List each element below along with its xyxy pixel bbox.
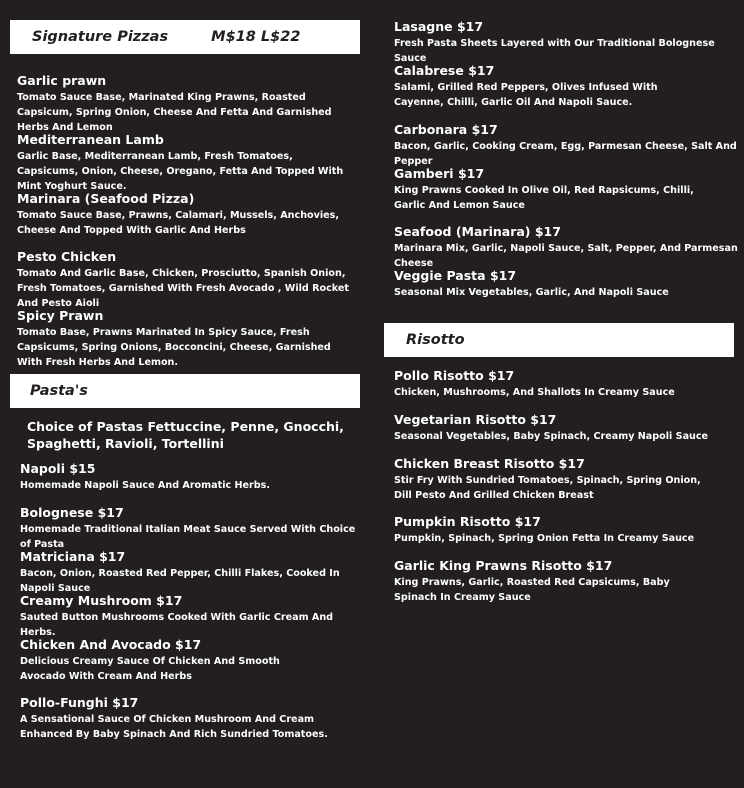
menu-item [394, 456, 709, 503]
menu-item [20, 593, 360, 640]
item-title: Pollo Risotto $17 [394, 368, 515, 383]
item-description: King Prawns, Garlic, Roasted Red Capsicums, Baby Spinach In Creamy Sauce [394, 577, 670, 603]
item-description: Tomato Base, Prawns Marinated In Spicy Sauce, Fresh Capsicums, Spring Onions, Bocconcini, Cheese, Garnished With Fresh Herbs And Lemon. [17, 327, 331, 368]
item-title: Pesto Chicken [17, 249, 117, 264]
item-title: Garlic King Prawns Risotto $17 [394, 558, 613, 573]
item-description: Seasonal Mix Vegetables, Garlic, And Napoli Sauce [394, 287, 669, 298]
menu-item [394, 558, 694, 605]
item-description: Seasonal Vegetables, Baby Spinach, Creamy Napoli Sauce [394, 431, 709, 442]
item-description: Chicken, Mushrooms, And Shallots In Creamy Sauce [394, 387, 675, 398]
item-description: Garlic Base, Mediterranean Lamb, Fresh Tomatoes, Capsicums, Onion, Cheese, Oregano, Fetta And Topped With Mint Yoghurt Sauce. [17, 151, 344, 192]
item-title: Chicken And Avocado $17 [20, 637, 202, 652]
item-description: Fresh Pasta Sheets Layered with Our Traditional Bolognese Sauce [394, 38, 715, 64]
item-description: A Sensational Sauce Of Chicken Mushroom And Cream Enhanced By Baby Spinach And Rich Sundried Tomatoes. [20, 714, 328, 740]
item-title: Veggie Pasta $17 [394, 268, 517, 283]
item-title: Lasagne $17 [394, 19, 484, 34]
menu-item [17, 132, 357, 194]
item-description: Pumpkin, Spinach, Spring Onion Fetta In Creamy Sauce [394, 533, 695, 544]
item-description: Tomato Sauce Base, Marinated King Prawns, Roasted Capsicum, Spring Onion, Cheese And Fetta And Garnished Herbs And Lemon [17, 92, 332, 133]
item-title: Marinara (Seafood Pizza) [17, 191, 195, 206]
menu-item [394, 268, 734, 300]
item-description: Salami, Grilled Red Peppers, Olives Infused With Cayenne, Chilli, Garlic Oil And Napoli Sauce. [394, 82, 658, 108]
item-description: Stir Fry With Sundried Tomatoes, Spinach, Spring Onion, Dill Pesto And Grilled Chicken Breast [394, 475, 701, 501]
menu-item [17, 249, 357, 311]
item-title: Seafood (Marinara) $17 [394, 224, 561, 239]
risotto-heading-banner [384, 323, 734, 357]
menu-item [17, 308, 357, 370]
item-title: Gamberi $17 [394, 166, 485, 181]
item-description: Bacon, Onion, Roasted Red Pepper, Chilli Flakes, Cooked In Napoli Sauce [20, 568, 340, 594]
pastas-heading: Pasta's [30, 383, 88, 399]
item-description: King Prawns Cooked In Olive Oil, Red Rapsicums, Chilli, Garlic And Lemon Sauce [394, 185, 694, 211]
item-description: Homemade Traditional Italian Meat Sauce Served With Choice of Pasta [20, 524, 356, 550]
item-title: Carbonara $17 [394, 122, 498, 137]
item-title: Pumpkin Risotto $17 [394, 514, 541, 529]
risotto-heading: Risotto [406, 332, 465, 348]
menu-item [394, 63, 699, 110]
item-title: Creamy Mushroom $17 [20, 593, 183, 608]
item-description: Tomato Sauce Base, Prawns, Calamari, Mussels, Anchovies, Cheese And Topped With Garlic And Herbs [17, 210, 340, 236]
menu-item [17, 73, 357, 135]
item-title: Vegetarian Risotto $17 [394, 412, 557, 427]
item-title: Mediterranean Lamb [17, 132, 164, 147]
item-title: Bolognese $17 [20, 505, 124, 520]
menu-item [394, 166, 694, 213]
pizzas-heading-banner [10, 20, 360, 54]
menu-item [394, 514, 734, 546]
menu-item [394, 122, 739, 169]
menu-item [394, 19, 734, 66]
pastas-heading-banner [10, 374, 360, 408]
item-description: Sauted Button Mushrooms Cooked With Garlic Cream And Herbs. [20, 612, 334, 638]
pizzas-price: M$18 L$22 [211, 29, 301, 45]
item-description: Delicious Creamy Sauce Of Chicken And Smooth Avocado With Cream And Herbs [20, 656, 280, 682]
menu-item [20, 637, 320, 684]
menu-item [394, 368, 734, 400]
menu-item [20, 505, 365, 552]
item-description: Marinara Mix, Garlic, Napoli Sauce, Salt, Pepper, And Parmesan Cheese [394, 243, 738, 269]
item-title: Spicy Prawn [17, 308, 104, 323]
item-title: Pollo-Funghi $17 [20, 695, 139, 710]
item-title: Chicken Breast Risotto $17 [394, 456, 585, 471]
item-title: Calabrese $17 [394, 63, 495, 78]
pizzas-heading: Signature Pizzas [32, 29, 169, 45]
pasta-choice-note: Choice of Pastas Fettuccine, Penne, Gnocchi, Spaghetti, Ravioli, Tortellini [27, 419, 344, 451]
item-title: Matriciana $17 [20, 549, 126, 564]
menu-item [20, 695, 345, 742]
menu-item [394, 224, 739, 271]
menu-item [20, 549, 365, 596]
menu-item [394, 412, 734, 444]
item-title: Garlic prawn [17, 73, 107, 88]
menu-item [20, 461, 355, 493]
item-description: Tomato And Garlic Base, Chicken, Prosciutto, Spanish Onion, Fresh Tomatoes, Garnished With Fresh Avocado , Wild Rocket And Pesto Aioli [17, 268, 350, 309]
menu-item [17, 191, 357, 238]
item-title: Napoli $15 [20, 461, 96, 476]
item-description: Homemade Napoli Sauce And Aromatic Herbs. [20, 480, 271, 491]
item-description: Bacon, Garlic, Cooking Cream, Egg, Parmesan Cheese, Salt And Pepper [394, 141, 737, 167]
